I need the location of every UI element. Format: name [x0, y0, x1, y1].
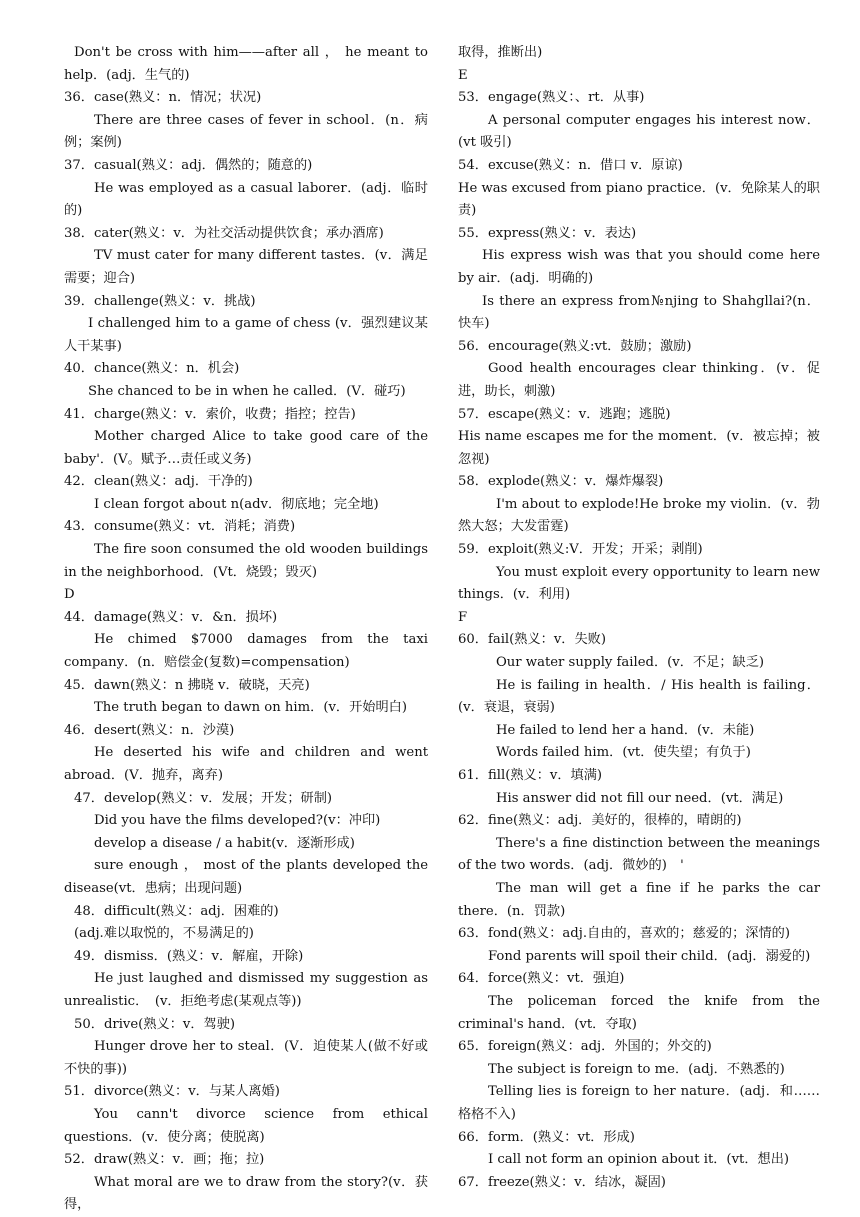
entry-line: (adj.难以取悦的，不易满足的) — [74, 926, 254, 942]
entry-line: What moral are we to draw from the story?(v．获得， — [64, 1174, 428, 1213]
entry-line: 43．consume(熟义：vt．消耗；消费) — [64, 519, 296, 535]
entry-line: His answer did not fill our need．(vt．满足) — [496, 790, 784, 806]
entry-line: There's a fine distinction between the meanings of the two words．(adj．微妙的) ' — [458, 835, 820, 874]
entry-line: 64．force(熟义：vt．强迫) — [458, 971, 625, 987]
entry-line: 45．dawn(熟义：n 拂晓 v．破晓，天亮) — [64, 677, 310, 693]
entry-line: Good health encourages clear thinking．(v．促进，助长，刺激) — [458, 361, 820, 399]
entry-line: 44．damage(熟义：v．&n．损坏) — [64, 609, 278, 625]
entry-line: 46．desert(熟义：n．沙漠) — [64, 722, 235, 738]
entry-line: His name escapes me for the moment．(v．被忘掉；被忽视) — [458, 429, 820, 467]
entry-line: 37．casual(熟义：adj．偶然的；随意的) — [64, 157, 313, 173]
left-column — [64, 42, 428, 1217]
entry-line: 42．clean(熟义：adj．干净的) — [64, 474, 253, 490]
entry-line: He is failing in health．/ His health is failing．(v．衰退，衰弱) — [458, 677, 820, 716]
entry-line: There are three cases of fever in school．(n．病例；案例) — [64, 112, 428, 151]
entry-line: 66．form．(熟义：vt．形成) — [458, 1129, 635, 1145]
entry-line: 40．chance(熟义：n．机会) — [64, 361, 240, 377]
entry-line: Did you have the films developed?(v：冲印) — [94, 813, 381, 829]
entry-line: 取得，推断出) — [458, 45, 543, 60]
section-letter: F — [458, 609, 468, 625]
entry-line: 39．challenge(熟义：v．挑战) — [64, 293, 256, 309]
entry-line: Fond parents will spoil their child．(adj．溺爱的) — [488, 948, 811, 964]
right-column — [458, 42, 820, 1194]
entry-line: 62．fine(熟义：adj．美好的，很棒的，晴朗的) — [458, 813, 742, 829]
entry-line: The policeman forced the knife from the criminal's hand．(vt．夺取) — [458, 993, 820, 1032]
entry-line: 51．divorce(熟义：v．与某人离婚) — [64, 1084, 280, 1100]
entry-line: 48．difficult(熟义：adj．困难的) — [74, 903, 279, 919]
entry-line: He was employed as a casual laborer．(adj．临时的) — [64, 180, 428, 219]
entry-line: A personal computer engages his interest now．(vt 吸引) — [458, 112, 820, 151]
entry-line: 58．explode(熟义：v．爆炸爆裂) — [458, 474, 664, 490]
entry-line: 63．fond(熟义：adj.自由的，喜欢的；慈爱的；深情的) — [458, 926, 790, 942]
entry-line: sure enough ， most of the plants developed the disease(vt．患病；出现问题) — [64, 858, 428, 896]
entry-line: I challenged him to a game of chess (v．强烈建议某人干某事) — [64, 316, 428, 354]
entry-line: His express wish was that you should come here by air．(adj．明确的) — [458, 248, 820, 286]
entry-line: I clean forgot about n(adv．彻底地；完全地) — [94, 496, 379, 512]
entry-line: You must exploit every opportunity to learn new things．(v．利用) — [458, 564, 820, 603]
entry-line: Our water supply failed．(v．不足；缺乏) — [496, 655, 765, 671]
entry-line: 67．freeze(熟义：v．结冰，凝固) — [458, 1174, 666, 1190]
section-letter: D — [64, 587, 75, 603]
entry-line: She chanced to be in when he called．(V．碰巧) — [88, 383, 406, 399]
entry-line: He chimed $7000 damages from the taxi company．(n．赔偿金(复数)=compensation) — [64, 632, 428, 671]
entry-line: 41．charge(熟义：v．索价，收费；指控；控告) — [64, 406, 356, 422]
entry-line: 54．excuse(熟义：n．借口 v．原谅) — [458, 157, 683, 173]
entry-line: The subject is foreign to me．(adj．不熟悉的) — [488, 1061, 785, 1077]
entry-line: Is there an express from№njing to Shahgllai?(n．快车) — [458, 293, 820, 332]
entry-line: 53．engage(熟义：、rt．从事) — [458, 90, 645, 106]
entry-line: He failed to lend her a hand．(v．未能) — [496, 722, 755, 738]
entry-line: 60．fail(熟义：v．失败) — [458, 632, 607, 648]
entry-line: 65．foreign(熟义：adj．外国的；外交的) — [458, 1039, 712, 1055]
entry-line: Mother charged Alice to take good care of the baby'．(V。赋予…责任或义务) — [64, 429, 428, 467]
entry-line: 57．escape(熟义：v．逃跑；逃脱) — [458, 406, 671, 422]
entry-line: develop a disease / a habit(v．逐渐形成) — [94, 835, 355, 851]
entry-line: 47．develop(熟义：v．发展；开发；研制) — [74, 790, 333, 806]
entry-line: 50．drive(熟义：v．驾驶) — [74, 1016, 236, 1032]
entry-line: 61．fill(熟义：v．填满) — [458, 768, 603, 783]
entry-line: 55．express(熟义：v．表达) — [458, 225, 637, 241]
entry-line: Hunger drove her to steal．(V．迫使某人(做不好或不快的事)) — [64, 1039, 428, 1077]
entry-line: TV must cater for many different tastes．(v．满足需要；迎合) — [64, 248, 428, 286]
entry-line: The truth began to dawn on him．(v．开始明白) — [94, 700, 408, 716]
entry-line: 59．exploit(熟义:V．开发；开采；剥削) — [458, 542, 703, 558]
entry-line: Words failed him．(vt．使失望；有负于) — [496, 745, 751, 761]
entry-line: Telling lies is foreign to her nature．(adj．和……格格不入) — [458, 1084, 820, 1122]
entry-line: 36．case(熟义：n．情况；状况) — [64, 90, 262, 106]
entry-line: The man will get a fine if he parks the car there．(n．罚款) — [458, 880, 820, 919]
entry-line: 49．dismiss．(熟义：v．解雇，开除) — [74, 948, 304, 964]
entry-line: I call not form an opinion about it．(vt．想出) — [488, 1152, 790, 1168]
entry-line: Don't be cross with him——after all ， he meant to help．(adj．生气的) — [64, 45, 428, 83]
entry-line: He just laughed and dismissed my suggestion as unrealistic． (v．拒绝考虑(某观点等)) — [64, 971, 428, 1009]
entry-line: He was excused from piano practice．(v．免除某人的职责) — [458, 180, 820, 219]
entry-line: He deserted his wife and children and went abroad．(V．抛弃，离弃) — [64, 745, 428, 783]
entry-line: The fire soon consumed the old wooden buildings in the neighborhood．(Vt．烧毁；毁灭) — [64, 542, 428, 580]
entry-line: 52．draw(熟义：v．画；拖；拉) — [64, 1152, 265, 1168]
entry-line: I'm about to explode!He broke my violin．(v．勃然大怒；大发雷霆) — [458, 496, 820, 535]
entry-line: 38．cater(熟义：v．为社交活动提供饮食；承办酒席) — [64, 225, 384, 241]
section-letter: E — [458, 67, 468, 83]
entry-line: 56．encourage(熟义:vt．鼓励；激励) — [458, 338, 692, 354]
entry-line: You cann't divorce science from ethical questions．(v．使分离；使脱离) — [64, 1106, 428, 1145]
